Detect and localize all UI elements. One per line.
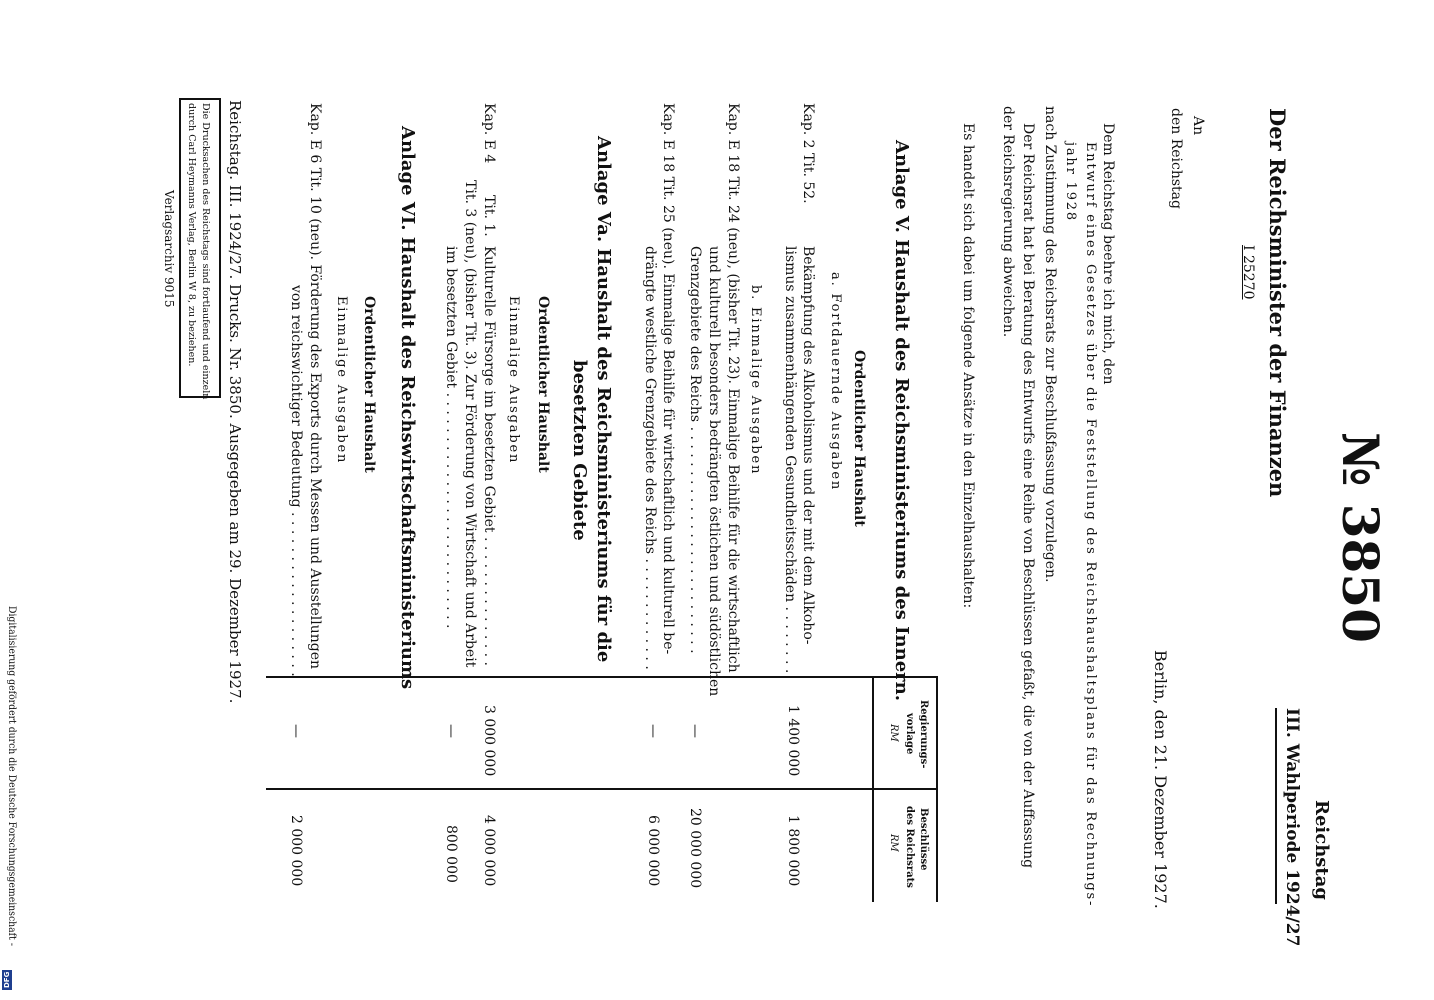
kapE18-24-reichsrat-value: 20 000 000 — [687, 808, 703, 889]
kapE4-tit1-regierung-value: 3 000 000 — [481, 705, 497, 777]
col1-header-unit: RM — [888, 724, 899, 742]
kapE4-tit1-text: Kulturelle Fürsorge im besetzten Gebiet . . . . . . . . . . . . . . . — [481, 246, 497, 667]
einmalige-ausgaben-va: Einmalige Ausgaben — [506, 296, 521, 465]
anlage-v-title: Anlage V. Haushalt des Reichsministeriums des Innern. — [891, 140, 912, 702]
letter-para1-line3: jahr 1928 — [1063, 142, 1078, 222]
kapE18-24-line3: Grenzgebiete des Reichs . . . . . . . . . . . . . . . . . . . . . . . . . . — [687, 246, 703, 654]
kapE4-tit3-line2: im besetzten Gebiet . . . . . . . . . . . . . . . . . . . . . . . . . . . — [443, 246, 459, 629]
kapE4-label: Kap. E 4 — [481, 103, 497, 164]
kap2-label: Kap. 2 Tit. 52. — [800, 103, 816, 204]
kapE4-tit1-label: Tit. 1. — [481, 195, 497, 237]
kapE4-tit3-reichsrat-value: 800 000 — [443, 825, 459, 883]
kap2-text-line2: lismus zusammenhängenden Gesundheitsschäden . . . . . . . . — [782, 246, 798, 674]
col1-header-line2: vorlage — [904, 713, 915, 755]
parliament-label: Reichstag — [1311, 800, 1332, 900]
kapE18-24-line2: und kulturell besonders bedrängten östlichen und südöstlichen — [706, 246, 722, 697]
letter-para2-line2: der Reichsregierung abweichen. — [1000, 106, 1016, 338]
anlage-va-title-line1: Anlage Va. Haushalt des Reichsministeriums für die — [593, 136, 614, 663]
letter-para1-line4: nach Zustimmung des Reichsrats zur Beschlußfassung vorzulegen. — [1042, 106, 1058, 583]
col2-header-line2: des Reichsrats — [904, 806, 915, 888]
anlage-vi-title: Anlage VI. Haushalt des Reichswirtschaftsministeriums — [397, 126, 418, 690]
kapE4-tit3-regierung-value: — — [443, 724, 459, 738]
issue-line: Reichstag. III. 1924/27. Drucks. Nr. 3850. Ausgegeben am 29. Dezember 1927. — [226, 100, 244, 704]
letter-para3: Es handelt sich dabei um folgende Ansätze in den Einzelhaushalten: — [960, 123, 976, 609]
period-underline — [1275, 708, 1277, 904]
kapE6-line1: Kap. E 6 Tit. 10 (neu). Förderung des Exports durch Messen und Ausstellungen — [307, 103, 323, 670]
kapE18-24-line1: Kap. E 18 Tit. 24 (neu), (bisher Tit. 23). Einmalige Beihilfe für die wirtschaftlich — [725, 103, 741, 673]
fortdauernde-ausgaben: a. Fortdauernde Ausgaben — [828, 272, 843, 492]
kap2-reichsrat-value: 1 800 000 — [785, 815, 801, 887]
letter-para1-line2: Entwurf eines Gesetzes über die Feststellung des Reichshaushaltsplans für das Rechnungs- — [1083, 142, 1098, 908]
ordentlicher-haushalt-va: Ordentlicher Haushalt — [535, 296, 551, 473]
einmalige-ausgaben-vi: Einmalige Ausgaben — [334, 296, 349, 465]
file-reference: I 25270 — [1240, 245, 1256, 300]
letter-para1-line1: Dem Reichstag beehre ich mich, den — [1100, 123, 1116, 385]
funding-note: Digitalisierung gefördert durch die Deutsche Forschungsgemeinschaft - — [6, 606, 17, 946]
table-column-divider — [266, 788, 938, 790]
kapE18-25-reichsrat-value: 6 000 000 — [645, 815, 661, 887]
place-date: Berlin, den 21. Dezember 1927. — [1151, 650, 1170, 909]
ordentlicher-haushalt-vi: Ordentlicher Haushalt — [361, 296, 377, 473]
col1-header-line1: Regierungs- — [918, 700, 929, 769]
kapE18-25-regierung-value: — — [645, 724, 661, 738]
col2-header-unit: RM — [888, 834, 899, 852]
anlage-va-title-line2: besetzten Gebiete — [569, 360, 590, 541]
kap2-regierung-value: 1 400 000 — [785, 705, 801, 777]
recipient-line-2: den Reichstag — [1168, 108, 1184, 209]
document-number: № 3850 — [1331, 432, 1390, 643]
col2-header-line1: Beschlüsse — [918, 808, 929, 871]
sender-title: Der Reichsminister der Finanzen — [1265, 108, 1290, 498]
kapE4-tit3-line1: Tit. 3 (neu), (bisher Tit. 3). Zur Förderung von Wirtschaft und Arbeit — [462, 180, 478, 668]
archive-number: Verlagsarchiv 9015 — [162, 190, 176, 308]
kapE4-tit1-reichsrat-value: 4 000 000 — [481, 815, 497, 887]
einmalige-ausgaben-b: b. Einmalige Ausgaben — [748, 285, 763, 476]
kapE18-25-line2: drängte westliche Grenzgebiete des Reichs . . . . . . . . . . . . . — [642, 246, 658, 670]
kap2-text-line1: Bekämpfung des Alkoholismus und der mit dem Alkoho- — [800, 246, 816, 645]
kapE6-line2: von reichswichtiger Bedeutung . . . . . . . . . . . . . . . . . . . — [288, 285, 304, 677]
kapE18-25-line1: Kap. E 18 Tit. 25 (neu). Einmalige Beihilfe für wirtschaftlich und kulturell be- — [660, 103, 676, 655]
recipient-line-1: An — [1190, 116, 1206, 136]
dfg-logo: DFG — [3, 971, 11, 988]
publisher-notice-line1: Die Drucksachen des Reichstags sind fortlaufend und einzeln — [200, 103, 211, 400]
kapE18-24-regierung-value: — — [687, 724, 703, 738]
table-left-border — [266, 676, 938, 678]
publisher-notice-line2: durch Carl Heymanns Verlag, Berlin W 8, zu beziehen. — [186, 103, 197, 367]
kapE6-regierung-value: — — [288, 724, 304, 738]
letter-para2-line1: Der Reichsrat hat bei Beratung des Entwurfs eine Reihe von Beschlüssen gefaßt, die von der Auffassung — [1020, 123, 1036, 869]
ordentlicher-haushalt-v: Ordentlicher Haushalt — [851, 350, 867, 527]
kapE6-reichsrat-value: 2 000 000 — [288, 815, 304, 887]
electoral-period: III. Wahlperiode 1924/27 — [1282, 708, 1302, 947]
